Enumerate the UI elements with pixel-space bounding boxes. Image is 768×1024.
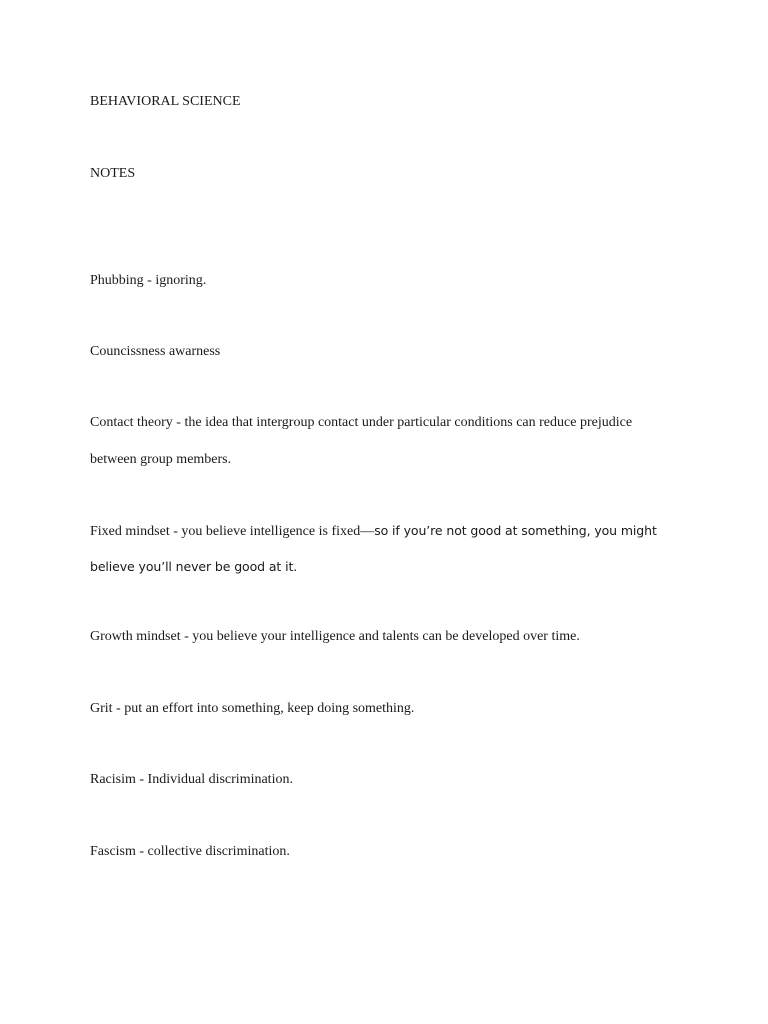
note-consciousness: Councissness awarness [90, 344, 221, 359]
note-fixed-mindset-line-1-start: Fixed mindset - you believe intelligence is fixed— [90, 524, 375, 539]
document-subtitle: NOTES [90, 166, 136, 181]
note-phubbing: Phubbing - ignoring. [90, 273, 207, 288]
note-fixed-mindset-line-1 [90, 522, 657, 541]
note-grit: Grit - put an effort into something, keep doing something. [90, 701, 415, 716]
note-contact-theory-line-1: Contact theory - the idea that intergroup contact under particular conditions can reduce prejudice [90, 415, 633, 430]
note-contact-theory-line-2: between group members. [90, 452, 232, 467]
document-title: BEHAVIORAL SCIENCE [90, 94, 241, 109]
note-fixed-mindset-line-2: believe you’ll never be good at it. [90, 559, 298, 574]
note-fascism: Fascism - collective discrimination. [90, 844, 290, 859]
note-growth-mindset: Growth mindset - you believe your intelligence and talents can be developed over time. [90, 629, 580, 644]
note-fixed-mindset-line-1-end: so if you’re not good at something, you might [374, 523, 657, 538]
note-racism: Racisim - Individual discrimination. [90, 772, 293, 787]
